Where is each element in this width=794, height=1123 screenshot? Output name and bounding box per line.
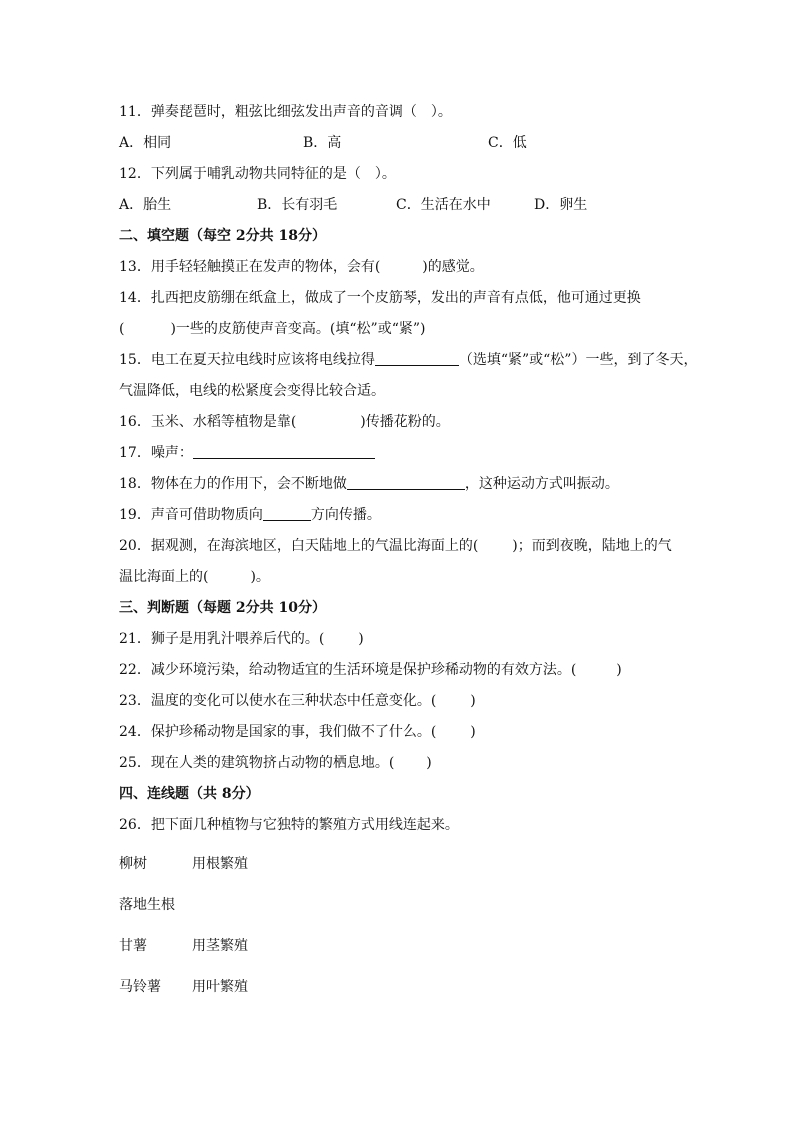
question-14-line2 bbox=[119, 319, 425, 339]
q20-text-post2: )。 bbox=[250, 569, 270, 585]
section-3-heading: 三、判断题（每题 2分共 10分） bbox=[119, 600, 326, 616]
q21-text-pre: 21．狮子是用乳汁喂养后代的。( bbox=[119, 631, 325, 647]
q11-option-b: B．高 bbox=[303, 135, 342, 151]
q19-text-post: 方向传播。 bbox=[310, 507, 381, 523]
q14-text-pre: ( bbox=[119, 321, 125, 337]
question-18 bbox=[119, 474, 619, 494]
q17-blank[interactable] bbox=[193, 444, 375, 459]
question-15-line2: 气温降低，电线的松紧度会变得比较合适。 bbox=[119, 383, 385, 399]
question-14-line1: 14．扎西把皮筋绷在纸盒上，做成了一个皮筋琴，发出的声音有点低，他可通过更换 bbox=[119, 290, 641, 306]
q12-option-d: D．卵生 bbox=[534, 197, 588, 213]
question-24 bbox=[119, 722, 476, 742]
q22-text-pre: 22．减少环境污染，给动物适宜的生活环境是保护珍稀动物的有效方法。( bbox=[119, 662, 577, 678]
question-11: 11．弹奏琵琶时，粗弦比细弦发出声音的音调（ ）。 bbox=[119, 104, 452, 120]
q12-option-b: B．长有羽毛 bbox=[257, 197, 338, 213]
question-15-line1 bbox=[119, 350, 697, 370]
q18-blank[interactable] bbox=[347, 475, 465, 490]
q19-blank[interactable] bbox=[263, 506, 311, 521]
question-23 bbox=[119, 691, 476, 711]
match-right-item[interactable]: 用茎繁殖 bbox=[192, 938, 248, 954]
q23-text-pre: 23．温度的变化可以使水在三种状态中任意变化。( bbox=[119, 693, 437, 709]
match-left-item[interactable]: 甘薯 bbox=[119, 938, 147, 954]
match-left-item[interactable]: 柳树 bbox=[119, 856, 147, 872]
q20-text-pre2: 温比海面上的( bbox=[119, 569, 209, 585]
question-21 bbox=[119, 629, 364, 649]
question-20-line1 bbox=[119, 536, 672, 556]
q24-text-post: ) bbox=[470, 724, 476, 740]
match-left-item[interactable]: 落地生根 bbox=[119, 897, 175, 913]
q11-option-a: A．相同 bbox=[119, 135, 172, 151]
q14-text-post: )一些的皮筋使声音变高。(填“松”或“紧”) bbox=[170, 321, 426, 337]
question-17 bbox=[119, 443, 375, 463]
q22-text-post: ) bbox=[616, 662, 622, 678]
q24-text-pre: 24．保护珍稀动物是国家的事，我们做不了什么。( bbox=[119, 724, 437, 740]
q16-text-post: )传播花粉的。 bbox=[360, 414, 450, 430]
q21-text-post: ) bbox=[358, 631, 364, 647]
section-2-heading: 二、填空题（每空 2分共 18分） bbox=[119, 228, 326, 244]
q13-text-post: )的感觉。 bbox=[422, 259, 484, 275]
question-12: 12．下列属于哺乳动物共同特征的是（ ）。 bbox=[119, 166, 396, 182]
question-19 bbox=[119, 505, 381, 525]
q15-blank[interactable] bbox=[375, 351, 459, 366]
q18-text-pre: 18．物体在力的作用下，会不断地做 bbox=[119, 476, 347, 492]
q15-text-pre: 15．电工在夏天拉电线时应该将电线拉得 bbox=[119, 352, 375, 368]
q20-text-mid: )；而到夜晚，陆地上的气 bbox=[512, 538, 672, 554]
q12-option-a: A．胎生 bbox=[119, 197, 172, 213]
q23-text-post: ) bbox=[470, 693, 476, 709]
match-right-item[interactable]: 用叶繁殖 bbox=[192, 979, 248, 995]
question-20-line2 bbox=[119, 567, 270, 587]
q25-text-post: ) bbox=[426, 755, 432, 771]
q11-option-c: C．低 bbox=[488, 135, 527, 151]
question-13 bbox=[119, 257, 484, 277]
q12-option-c: C．生活在水中 bbox=[396, 197, 491, 213]
q16-text-pre: 16．玉米、水稻等植物是靠( bbox=[119, 414, 297, 430]
question-16 bbox=[119, 412, 450, 432]
q15-text-post: （选填“紧”或“松”）一些，到了冬天， bbox=[458, 352, 698, 368]
q20-text-pre: 20．据观测，在海滨地区，白天陆地上的气温比海面上的( bbox=[119, 538, 479, 554]
q13-text-pre: 13．用手轻轻触摸正在发声的物体，会有( bbox=[119, 259, 381, 275]
q19-text-pre: 19．声音可借助物质向 bbox=[119, 507, 263, 523]
question-22 bbox=[119, 660, 622, 680]
question-26: 26．把下面几种植物与它独特的繁殖方式用线连起来。 bbox=[119, 817, 459, 833]
q18-text-post: ，这种运动方式叫振动。 bbox=[464, 476, 619, 492]
match-right-item[interactable]: 用根繁殖 bbox=[192, 856, 248, 872]
question-25 bbox=[119, 753, 432, 773]
section-4-heading: 四、连线题（共 8分） bbox=[119, 786, 260, 802]
match-left-item[interactable]: 马铃薯 bbox=[119, 979, 161, 995]
q25-text-pre: 25．现在人类的建筑物挤占动物的栖息地。( bbox=[119, 755, 395, 771]
q17-text-pre: 17．噪声： bbox=[119, 445, 193, 461]
